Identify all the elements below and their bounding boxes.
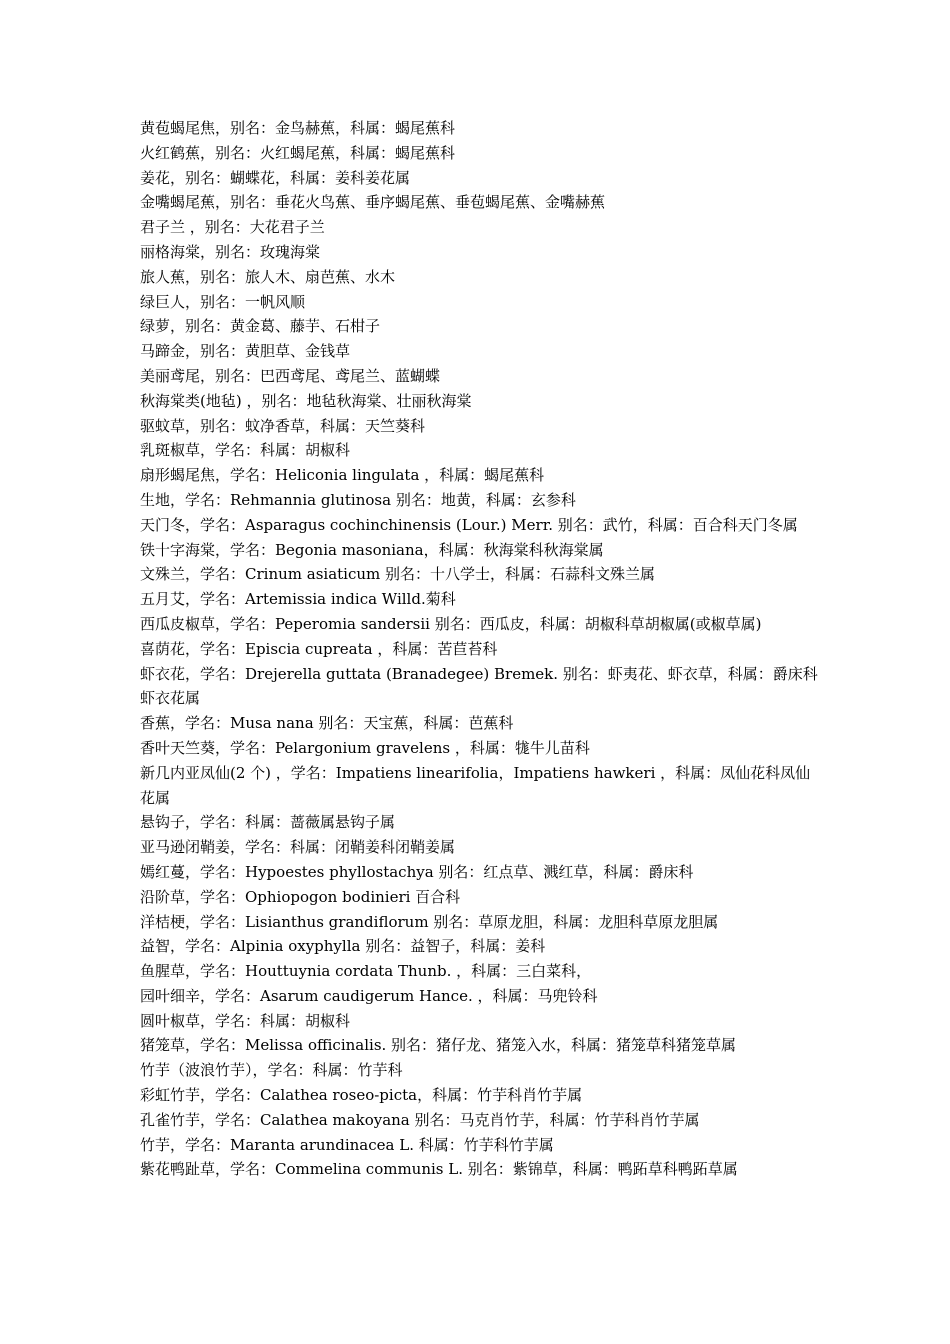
plant-entry: 绿萝，别名：黄金葛、藤芋、石柑子 [140,317,381,336]
plant-entry: 马蹄金，别名：黄胆草、金钱草 [140,342,351,361]
plant-list [140,116,820,1182]
plant-entry: 圆叶椒草，学名：科属：胡椒科 [140,1011,351,1030]
plant-entry: 嫣红蔓，学名：Hypoestes phyllostachya 别名：红点草、溅红草，科属：爵床科 [140,862,694,881]
plant-entry: 铁十字海棠，学名：Begonia masoniana，科属：秋海棠科秋海棠属 [140,540,604,559]
plant-entry: 姜花，别名：蝴蝶花，科属：姜科姜花属 [140,168,411,187]
plant-entry: 竹芋，学名：Maranta arundinacea L. 科属：竹芋科竹芋属 [140,1135,554,1154]
plant-entry: 悬钩子，学名：科属：蔷薇属悬钩子属 [140,813,396,832]
plant-entry: 驱蚊草，别名：蚊净香草，科属：天竺葵科 [140,416,426,435]
plant-entry: 生地，学名：Rehmannia glutinosa 别名：地黄，科属：玄参科 [140,490,576,509]
plant-entry: 鱼腥草，学名：Houttuynia cordata Thunb. ，科属：三白菜科， [140,962,592,981]
plant-entry: 新几内亚凤仙(2 个) ，学名：Impatiens linearifolia，Impatiens hawkeri ，科属：凤仙花科凤仙花属 [140,763,811,807]
plant-entry: 西瓜皮椒草，学名：Peperomia sandersii 别名：西瓜皮，科属：胡椒科草胡椒属(或椒草属) [140,614,762,633]
plant-entry: 虾衣花，学名：Drejerella guttata (Branadegee) Bremek. 别名：虾夷花、虾衣草，科属：爵床科虾衣花属 [140,664,818,708]
plant-entry: 沿阶草，学名：Ophiopogon bodinieri 百合科 [140,887,461,906]
plant-entry: 金嘴蝎尾蕉，别名：垂花火鸟蕉、垂序蝎尾蕉、垂苞蝎尾蕉、金嘴赫蕉 [140,193,606,212]
plant-entry: 紫花鸭趾草，学名：Commelina communis L. 别名：紫锦草，科属：鸭跖草科鸭跖草属 [140,1160,738,1179]
plant-entry: 丽格海棠，别名：玫瑰海棠 [140,242,321,261]
plant-entry: 扇形蝎尾焦，学名：Heliconia lingulata ，科属：蝎尾蕉科 [140,466,545,485]
plant-entry: 园叶细辛，学名：Asarum caudigerum Hance. ，科属：马兜铃科 [140,986,598,1005]
plant-entry: 亚马逊闭鞘姜，学名：科属：闭鞘姜科闭鞘姜属 [140,838,456,857]
plant-entry: 文殊兰，学名：Crinum asiaticum 别名：十八学士，科属：石蒜科文殊兰属 [140,565,656,584]
plant-entry: 旅人蕉，别名：旅人木、扇芭蕉、水木 [140,267,396,286]
plant-entry: 乳斑椒草，学名：科属：胡椒科 [140,441,351,460]
plant-entry: 绿巨人，别名：一帆风顺 [140,292,306,311]
plant-entry: 五月艾，学名：Artemissia indica Willd.菊科 [140,590,456,609]
plant-entry: 喜荫花，学名：Episcia cupreata ，科属：苦苣苔科 [140,639,498,658]
plant-entry: 竹芋（波浪竹芋），学名：科属：竹芋科 [140,1061,403,1080]
plant-entry: 彩虹竹芋，学名：Calathea roseo-picta，科属：竹芋科肖竹芋属 [140,1086,583,1105]
plant-entry: 火红鹤蕉，别名：火红蝎尾蕉，科属：蝎尾蕉科 [140,143,456,162]
plant-entry: 黄苞蝎尾焦，别名：金鸟赫蕉，科属：蝎尾蕉科 [140,119,456,137]
plant-entry: 秋海棠类(地毡) ，别名：地毡秋海棠、壮丽秋海棠 [140,391,472,410]
plant-entry: 天门冬，学名：Asparagus cochinchinensis (Lour.) Merr. 别名：武竹，科属：百合科天门冬属 [140,515,798,534]
plant-entry: 益智，学名：Alpinia oxyphylla 别名：益智子，科属：姜科 [140,937,546,956]
plant-entry: 香叶天竺葵，学名：Pelargonium gravelens ，科属：牻牛儿苗科 [140,738,590,757]
plant-entry: 香蕉，学名：Musa nana 别名：天宝蕉，科属：芭蕉科 [140,714,514,733]
plant-entry: 洋桔梗，学名：Lisianthus grandiflorum 别名：草原龙胆，科属：龙胆科草原龙胆属 [140,912,719,931]
plant-entry: 君子兰 ，别名：大花君子兰 [140,218,325,237]
plant-entry: 猪笼草，学名：Melissa officinalis. 别名：猪仔龙、猪笼入水，科属：猪笼草科猪笼草属 [140,1036,737,1055]
plant-entry: 美丽鸢尾，别名：巴西鸢尾、鸢尾兰、蓝蝴蝶 [140,366,441,385]
plant-entry: 孔雀竹芋，学名：Calathea makoyana 别名：马克肖竹芋，科属：竹芋科肖竹芋属 [140,1110,700,1129]
